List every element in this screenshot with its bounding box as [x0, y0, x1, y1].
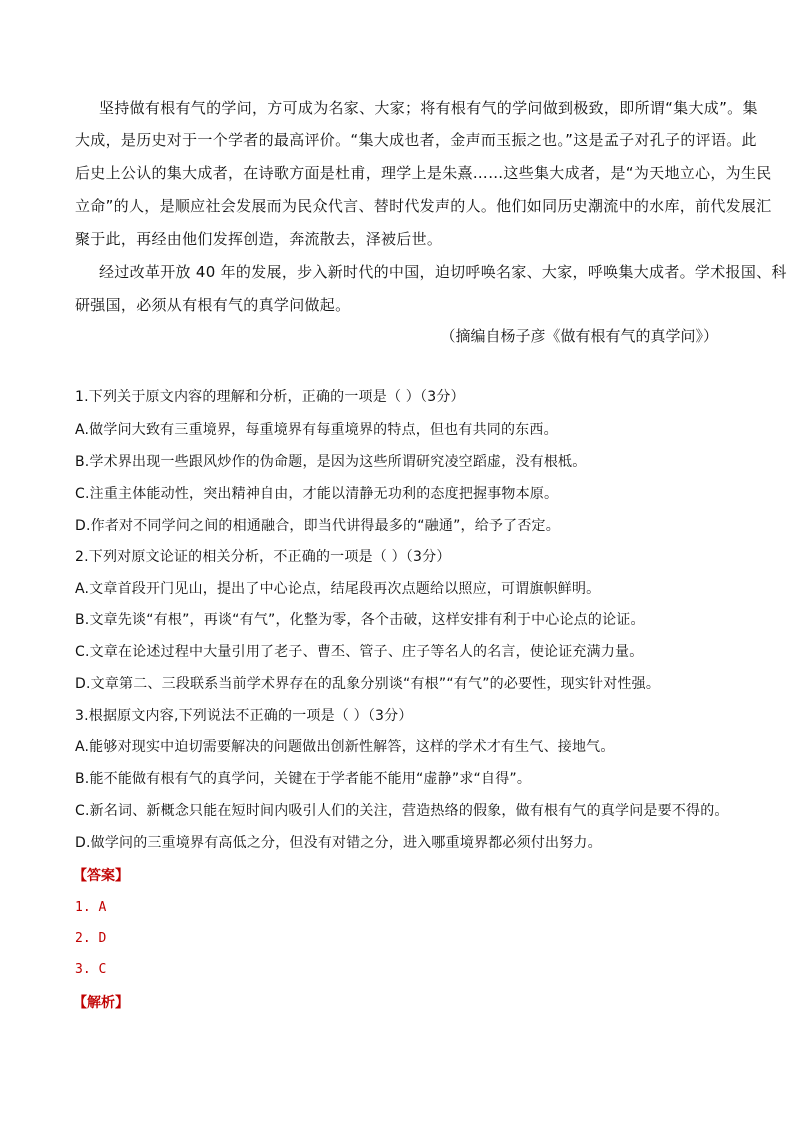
passage-line: 研强国，必须从有根有气的真学问做起。 [75, 296, 351, 314]
passage-line: 经过改革开放 40 年的发展，步入新时代的中国，迫切呼唤名家、大家，呼唤集大成者。学术报国、科 [99, 263, 787, 281]
answer-item: 2. D [75, 931, 107, 946]
question-option: D.作者对不同学问之间的相通融合，即当代讲得最多的“融通”，给予了否定。 [75, 518, 560, 534]
question-stem: 3.根据原文内容,下列说法不正确的一项是（ ）（3分） [75, 708, 413, 724]
question-option: B.文章先谈“有根”，再谈“有气”，化整为零，各个击破，这样安排有利于中心论点的论证。 [75, 612, 645, 628]
passage-line: 立命”的人，是顺应社会发展而为民众代言、替时代发声的人。他们如同历史潮流中的水库，前代发展汇 [75, 197, 772, 215]
passage-line: 坚持做有根有气的学问，方可成为名家、大家；将有根有气的学问做到极致，即所谓“集大成”。集 [99, 99, 758, 117]
question-option: C.文章在论述过程中大量引用了老子、曹丕、管子、庄子等名人的名言，使论证充满力量。 [75, 644, 644, 660]
source-citation: （摘编自杨子彦《做有根有气的真学问》） [440, 327, 718, 345]
question-option: B.学术界出现一些跟风炒作的伪命题，是因为这些所谓研究凌空蹈虚，没有根柢。 [75, 454, 587, 470]
question-option: D.文章第二、三段联系当前学术界存在的乱象分别谈“有根”“有气”的必要性，现实针对性强。 [75, 676, 661, 692]
answer-item: 1. A [75, 900, 107, 915]
question-option: A.文章首段开门见山，提出了中心论点，结尾段再次点题给以照应，可谓旗帜鲜明。 [75, 581, 601, 597]
question-option: D.做学问的三重境界有高低之分，但没有对错之分，进入哪重境界都必须付出努力。 [75, 835, 602, 851]
analysis-heading: 【解析】 [73, 995, 129, 1011]
question-option: A.做学问大致有三重境界，每重境界有每重境界的特点，但也有共同的东西。 [75, 422, 558, 438]
question-option: C.新名词、新概念只能在短时间内吸引人们的关注，营造热络的假象，做有根有气的真学问是要不得的。 [75, 803, 729, 819]
question-stem: 2.下列对原文论证的相关分析，不正确的一项是（ ）（3分） [75, 549, 451, 565]
question-option: C.注重主体能动性，突出精神自由，才能以清静无功利的态度把握事物本原。 [75, 486, 559, 502]
answer-item: 3. C [75, 962, 107, 977]
question-option: B.能不能做有根有气的真学问，关键在于学者能不能用“虚静”求“自得”。 [75, 771, 532, 787]
question-option: A.能够对现实中迫切需要解决的问题做出创新性解答，这样的学术才有生气、接地气。 [75, 739, 615, 755]
question-stem: 1.下列关于原文内容的理解和分析，正确的一项是（ ）（3分） [75, 389, 465, 405]
passage-line: 大成，是历史对于一个学者的最高评价。“集大成也者，金声而玉振之也。”这是孟子对孔子的评语。此 [75, 131, 757, 149]
passage-line: 聚于此，再经由他们发挥创造，奔流散去，泽被后世。 [75, 230, 443, 248]
passage-line: 后史上公认的集大成者，在诗歌方面是杜甫，理学上是朱熹……这些集大成者，是“为天地立心，为生民 [75, 164, 772, 182]
answer-heading: 【答案】 [73, 868, 129, 884]
